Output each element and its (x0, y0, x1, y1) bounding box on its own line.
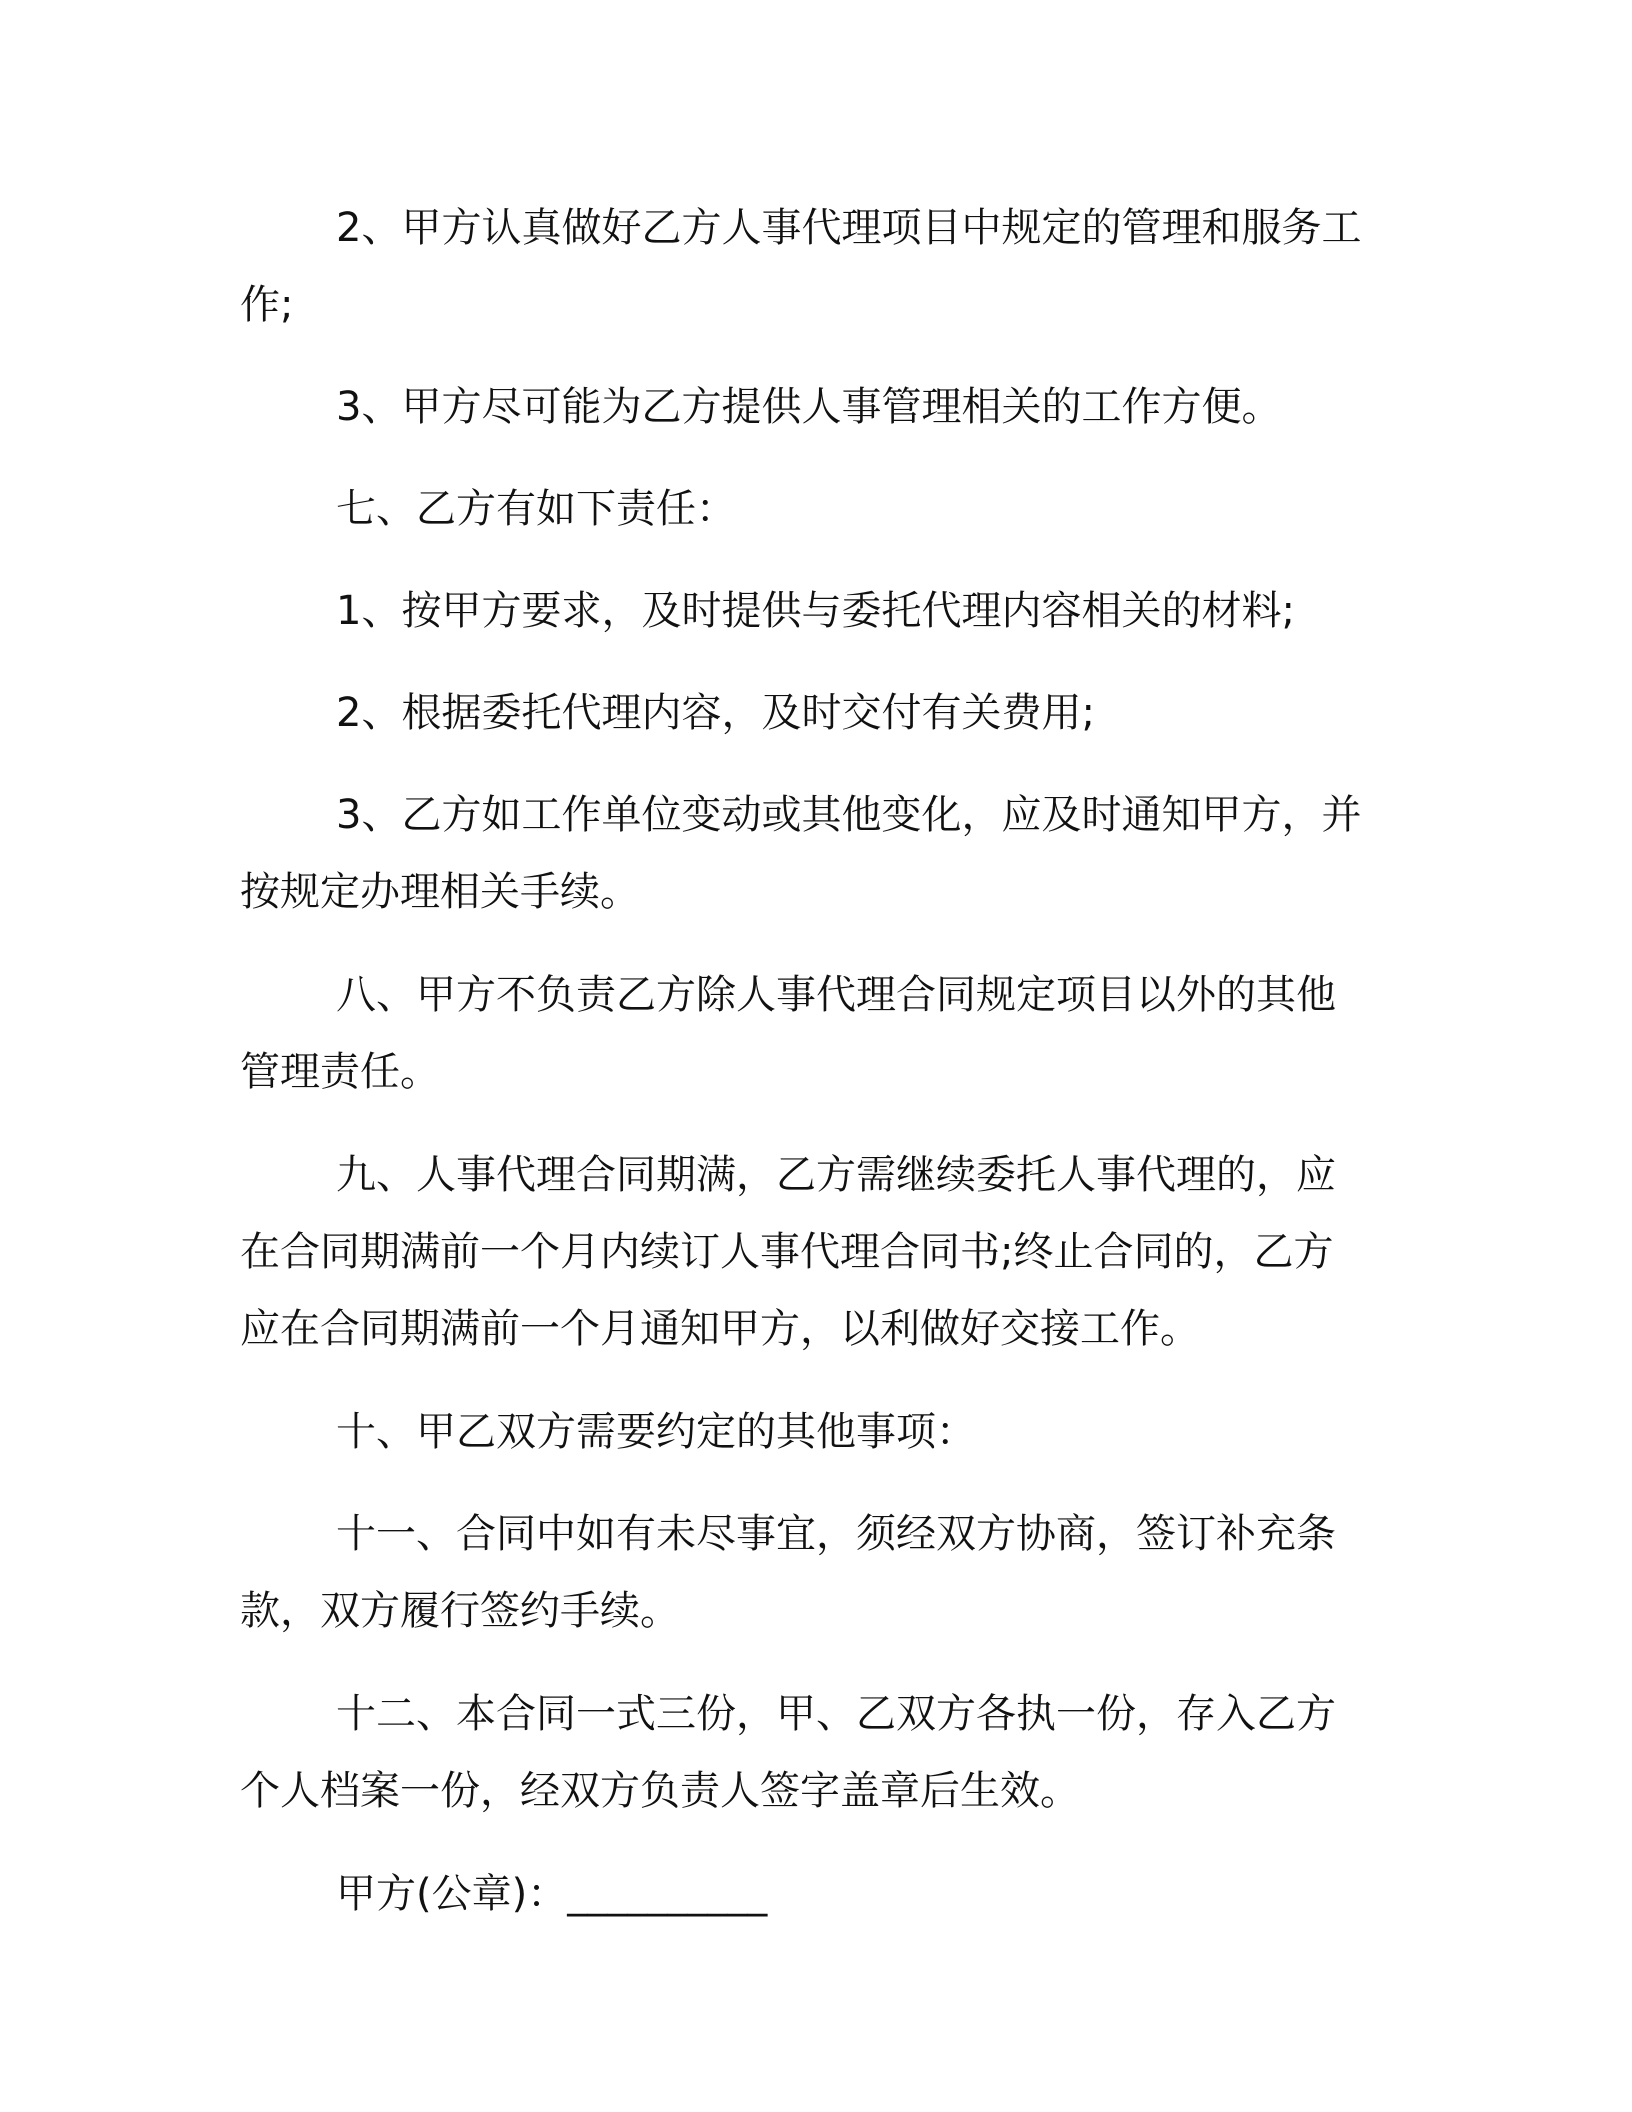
clause-10: 十、甲乙双方需要约定的其他事项： (336, 1409, 976, 1455)
document-body (240, 190, 1370, 1959)
clause-7-heading: 七、乙方有如下责任： (336, 486, 736, 532)
clause-8: 八、甲方不负责乙方除人事代理合同规定项目以外的其他管理责任。 (240, 972, 1336, 1095)
clause-6-2: 2、甲方认真做好乙方人事代理项目中规定的管理和服务工作; (240, 205, 1362, 328)
clause-9: 九、人事代理合同期满，乙方需继续委托人事代理的，应在合同期满前一个月内续订人事代理合同书;终止合同的，乙方应在合同期满前一个月通知甲方，以利做好交接工作。 (240, 1152, 1336, 1352)
clause-7-3: 3、乙方如工作单位变动或其他变化，应及时通知甲方，并按规定办理相关手续。 (240, 792, 1362, 915)
clause-11: 十一、合同中如有未尽事宜，须经双方协商，签订补充条款，双方履行签约手续。 (240, 1511, 1336, 1634)
clause-7-1: 1、按甲方要求，及时提供与委托代理内容相关的材料; (336, 588, 1295, 634)
clause-7-2: 2、根据委托代理内容，及时交付有关费用; (336, 690, 1095, 736)
clause-6-3: 3、甲方尽可能为乙方提供人事管理相关的工作方便。 (336, 384, 1282, 430)
clause-12: 十二、本合同一式三份，甲、乙双方各执一份，存入乙方个人档案一份，经双方负责人签字盖章后生效。 (240, 1691, 1336, 1814)
party-a-seal-line: 甲方(公章)：__________ (336, 1871, 768, 1917)
